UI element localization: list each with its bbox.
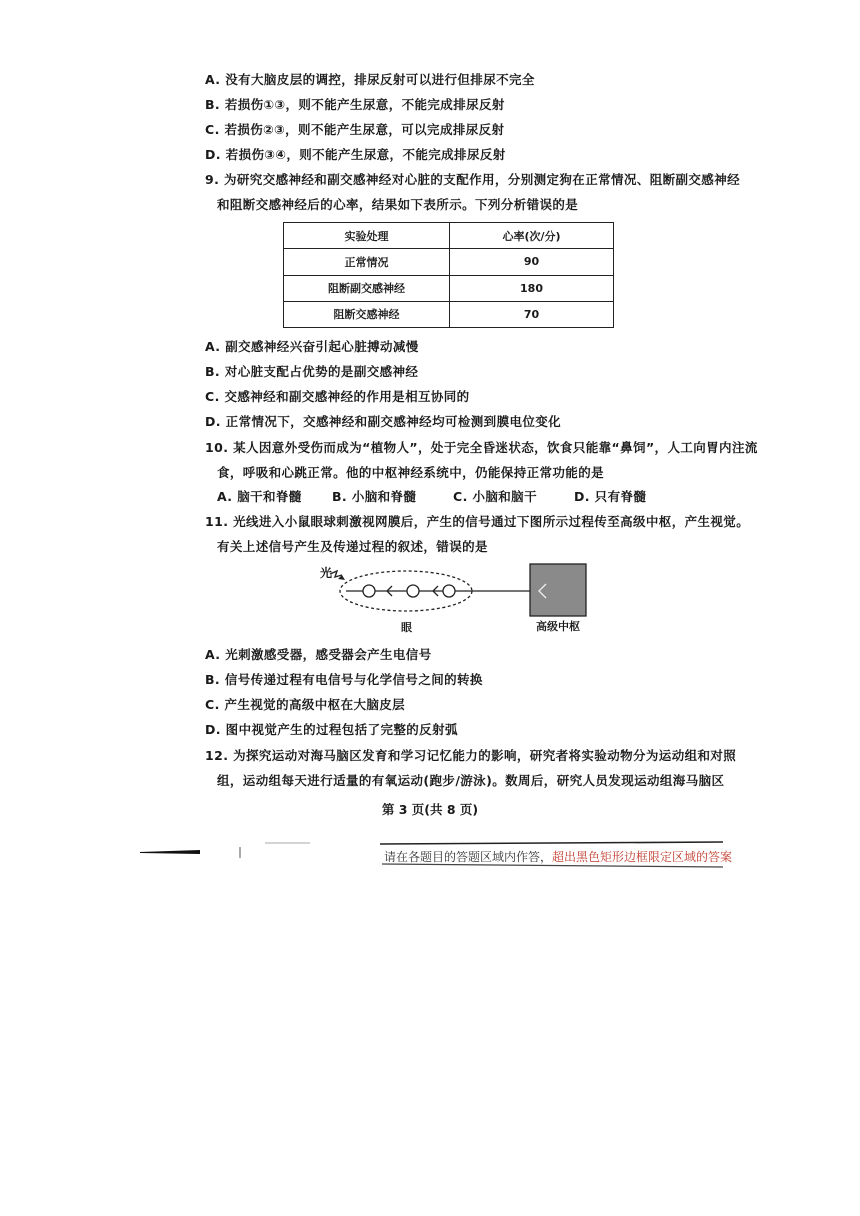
q12-stem-line2: 组，运动组每天进行适量的有氧运动(跑步/游泳)。数周后，研究人员发现运动组海马脑区 — [217, 773, 725, 788]
table-header-cell: 心率(次/分) — [450, 223, 614, 249]
q11-stem-line1: 11. 光线进入小鼠眼球刺激视网膜后，产生的信号通过下图所示过程传至高级中枢，产生视觉。 — [205, 514, 750, 529]
q11-option-b: B. 信号传递过程有电信号与化学信号之间的转换 — [205, 672, 483, 687]
q10-stem-line1: 10. 某人因意外受伤而成为“植物人”，处于完全昏迷状态，饮食只能靠“鼻饲”，人工向胃内注流 — [205, 440, 758, 455]
table-cell: 90 — [450, 249, 614, 275]
q10-option-c: C. 小脑和脑干 — [453, 489, 537, 504]
q11-option-d: D. 图中视觉产生的过程包括了完整的反射弧 — [205, 722, 458, 737]
q9-stem-line2: 和阻断交感神经后的心率，结果如下表所示。下列分析错误的是 — [217, 197, 579, 212]
table-cell: 阻断副交感神经 — [284, 275, 450, 301]
table-row — [284, 275, 614, 301]
q11-option-a: A. 光刺激感受器，感受器会产生电信号 — [205, 647, 432, 662]
q9-option-a: A. 副交感神经兴奋引起心脏搏动减慢 — [205, 339, 419, 354]
q8-option-c: C. 若损伤②③，则不能产生尿意，可以完成排尿反射 — [205, 122, 505, 137]
visual-pathway-diagram — [310, 560, 600, 636]
scan-mark-icon — [140, 850, 200, 854]
higher-center-label: 高级中枢 — [536, 620, 580, 633]
q9-option-d: D. 正常情况下，交感神经和副交感神经均可检测到膜电位变化 — [205, 414, 562, 429]
table-row — [284, 249, 614, 275]
q11-option-c: C. 产生视觉的高级中枢在大脑皮层 — [205, 697, 406, 712]
page-number: 第 3 页(共 8 页) — [381, 802, 479, 817]
table-row — [284, 301, 614, 327]
light-label: 光 — [320, 566, 333, 580]
answer-area-notice — [384, 848, 732, 865]
q10-stem-line2: 食，呼吸和心跳正常。他的中枢神经系统中，仍能保持正常功能的是 — [217, 465, 605, 480]
q8-option-a: A. 没有大脑皮层的调控，排尿反射可以进行但排尿不完全 — [205, 72, 535, 87]
q12-stem-line1: 12. 为探究运动对海马脑区发育和学习记忆能力的影响，研究者将实验动物分为运动组和对照 — [205, 748, 737, 763]
q11-stem-line2: 有关上述信号产生及传递过程的叙述，错误的是 — [217, 539, 488, 554]
table-cell: 70 — [450, 301, 614, 327]
table-cell: 180 — [450, 275, 614, 301]
q10-choices — [217, 489, 646, 505]
q9-option-b: B. 对心脏支配占优势的是副交感神经 — [205, 364, 419, 379]
q9-option-c: C. 交感神经和副交感神经的作用是相互协同的 — [205, 389, 470, 404]
table-cell: 正常情况 — [284, 249, 450, 275]
neuron-body-icon — [443, 585, 455, 597]
neuron-body-icon — [407, 585, 419, 597]
table-header-row — [284, 223, 614, 249]
eye-label: 眼 — [401, 621, 412, 634]
table-header-cell: 实验处理 — [284, 223, 450, 249]
q8-option-d: D. 若损伤③④，则不能产生尿意，不能完成排尿反射 — [205, 147, 506, 162]
higher-center-box — [530, 564, 586, 616]
q8-option-b: B. 若损伤①③，则不能产生尿意，不能完成排尿反射 — [205, 97, 505, 112]
notice-part-b: 超出黑色矩形边框限定区域的答案 — [552, 850, 733, 864]
q9-stem-line1: 9. 为研究交感神经和副交感神经对心脏的支配作用，分别测定狗在正常情况、阻断副交感神经 — [205, 172, 740, 187]
heart-rate-table — [283, 222, 614, 328]
answer-area-top-border — [380, 842, 723, 844]
q10-option-d: D. 只有脊髓 — [574, 489, 647, 504]
neuron-body-icon — [363, 585, 375, 597]
q10-option-a: A. 脑干和脊髓 — [217, 489, 302, 504]
table-cell: 阻断交感神经 — [284, 301, 450, 327]
q10-option-b: B. 小脑和脊髓 — [332, 489, 417, 504]
notice-part-a: 请在各题目的答题区域内作答， — [384, 850, 553, 864]
